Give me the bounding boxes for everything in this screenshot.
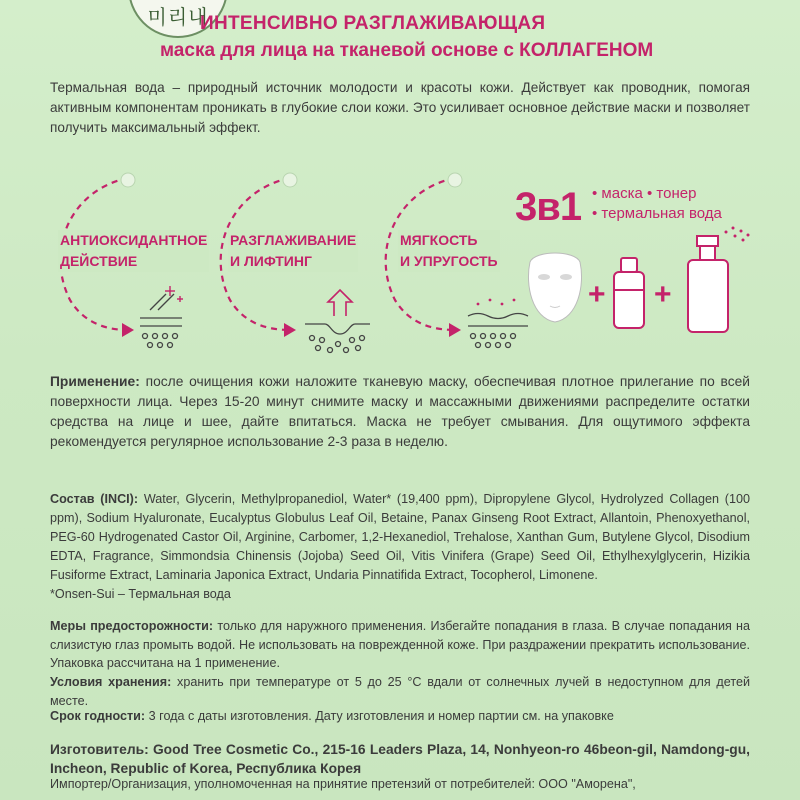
precautions-label: Меры предосторожности: [50, 619, 214, 633]
lifting-skin-icon [305, 324, 370, 353]
droplet-3 [448, 173, 462, 187]
spray-mist-icon [725, 227, 750, 242]
brand-logo-text: 미리내 [147, 5, 209, 29]
shelf-life-label: Срок годности: [50, 709, 146, 723]
manufacturer-label: Изготовитель: [50, 742, 149, 757]
benefit-elasticity [398, 230, 500, 272]
up-arrow-icon [328, 290, 352, 316]
benefit-antioxidant-line2: ДЕЙСТВИЕ [60, 253, 138, 269]
intro-paragraph: Термальная вода – природный источник молодости и красоты кожи. Действует как проводник, помогая активным компонентам проникать в глубокие слои кожи. Это усиливает основное действие маски и позволяет получить максимальный эффект. [50, 80, 750, 135]
benefit-elasticity-line2: И УПРУГОСТЬ [400, 253, 498, 269]
storage-text: хранить при температуре от 5 до 25 °С вдали от солнечных лучей в недоступном для детей месте. [50, 675, 750, 708]
usage-section [50, 372, 750, 452]
manufacturer-section [50, 740, 750, 778]
precautions-section [50, 617, 750, 673]
product-title-line1: ИНТЕНСИВНО РАЗГЛАЖИВАЮЩАЯ [200, 13, 546, 34]
benefit-antioxidant-line1: АНТИОКСИДАНТНОЕ [60, 232, 208, 248]
droplet-2 [283, 173, 297, 187]
composition-footnote: *Onsen-Sui – Термальная вода [50, 587, 231, 601]
dots-icon [477, 299, 516, 306]
storage-label: Условия хранения: [50, 675, 172, 689]
precautions-text: только для наружного применения. Избегайте попадания в глаза. В случае попадания на слизистую глаз промыть водой. Не использовать на поврежденной коже. При раздражении прекратить использование. Упаковка рассчитана на 1 применение. [50, 619, 750, 670]
antioxidant-skin-icon [140, 294, 182, 348]
shelf-life-text: 3 года с даты изготовления. Дату изготовления и номер партии см. на упаковке [145, 709, 614, 723]
arrowhead-3 [449, 323, 461, 337]
usage-text: после очищения кожи наложите тканевую маску, обеспечивая плотное прилегание по всей поверхности лица. Через 15-20 минут снимите маску и массажными движениями распределите остатки средства на лице и шее, дайте впитаться. Маска не требует смывания. Для ощутимого эффекта рекомендуется регулярное использование 2-3 раза в неделю. [50, 374, 750, 449]
face-mask-icon [528, 253, 581, 322]
elasticity-skin-icon [468, 314, 528, 348]
arrowhead-2 [284, 323, 296, 337]
benefit-antioxidant [58, 230, 209, 272]
three-in-one-line1: • маска • тонер [592, 185, 697, 202]
three-in-one-badge: 3в1 [515, 185, 582, 229]
storage-section [50, 673, 750, 710]
product-title-line2: маска для лица на тканевой основе с КОЛЛАГЕНОМ [160, 40, 654, 61]
importer-section: Импортер/Организация, уполномоченная на принятие претензий от потребителей: ООО "Аморена", [50, 777, 636, 791]
three-in-one-line2: • термальная вода [592, 205, 722, 222]
shelf-life-section [50, 707, 750, 726]
usage-label: Применение: [50, 374, 140, 389]
thermal-water-spray-icon [688, 236, 728, 332]
three-in-one-list [592, 184, 722, 224]
toner-bottle-icon [614, 258, 644, 328]
manufacturer-text: Good Tree Cosmetic Co., 215-16 Leaders Plaza, 14, Nonhyeon-ro 46beon-gil, Namdong-gu, Incheon, Republic of Korea, Республика Корея [50, 742, 750, 776]
droplet-1 [121, 173, 135, 187]
benefit-elasticity-line1: МЯГКОСТЬ [400, 232, 478, 248]
benefit-lifting-line2: И ЛИФТИНГ [230, 253, 312, 269]
arrowhead-1 [122, 323, 134, 337]
benefit-lifting-line1: РАЗГЛАЖИВАНИЕ [230, 232, 357, 248]
composition-text: Water, Glycerin, Methylpropanediol, Water* (19,400 ppm), Dipropylene Glycol, Hydrolyzed Collagen (100 ppm), Sodium Hyaluronate, Eucalyptus Globulus Leaf Oil, Betaine, Panax Ginseng Root Extract, Allantoin, Phenoxyethanol, PEG-60 Hydrogenated Castor Oil, Arginine, Carbomer, 1,2-Hexanediol, Trehalose, Xanthan Gum, Butylene Glycol, Disodium EDTA, Fragrance, Simmondsia Chinensis (Jojoba) Seed Oil, Vitis Vinifera (Grape) Seed Oil, Ethylhexylglycerin, Hizikia Fusiforme Extract, Laminaria Japonica Extract, Undaria Pinnatifida Extract, Tocopherol, Limonene. [50, 492, 750, 582]
composition-section [50, 490, 750, 604]
benefit-lifting [228, 230, 358, 272]
composition-label: Состав (INCI): [50, 492, 139, 506]
plus-icon: + [654, 278, 672, 311]
plus-icon: + [588, 278, 606, 311]
